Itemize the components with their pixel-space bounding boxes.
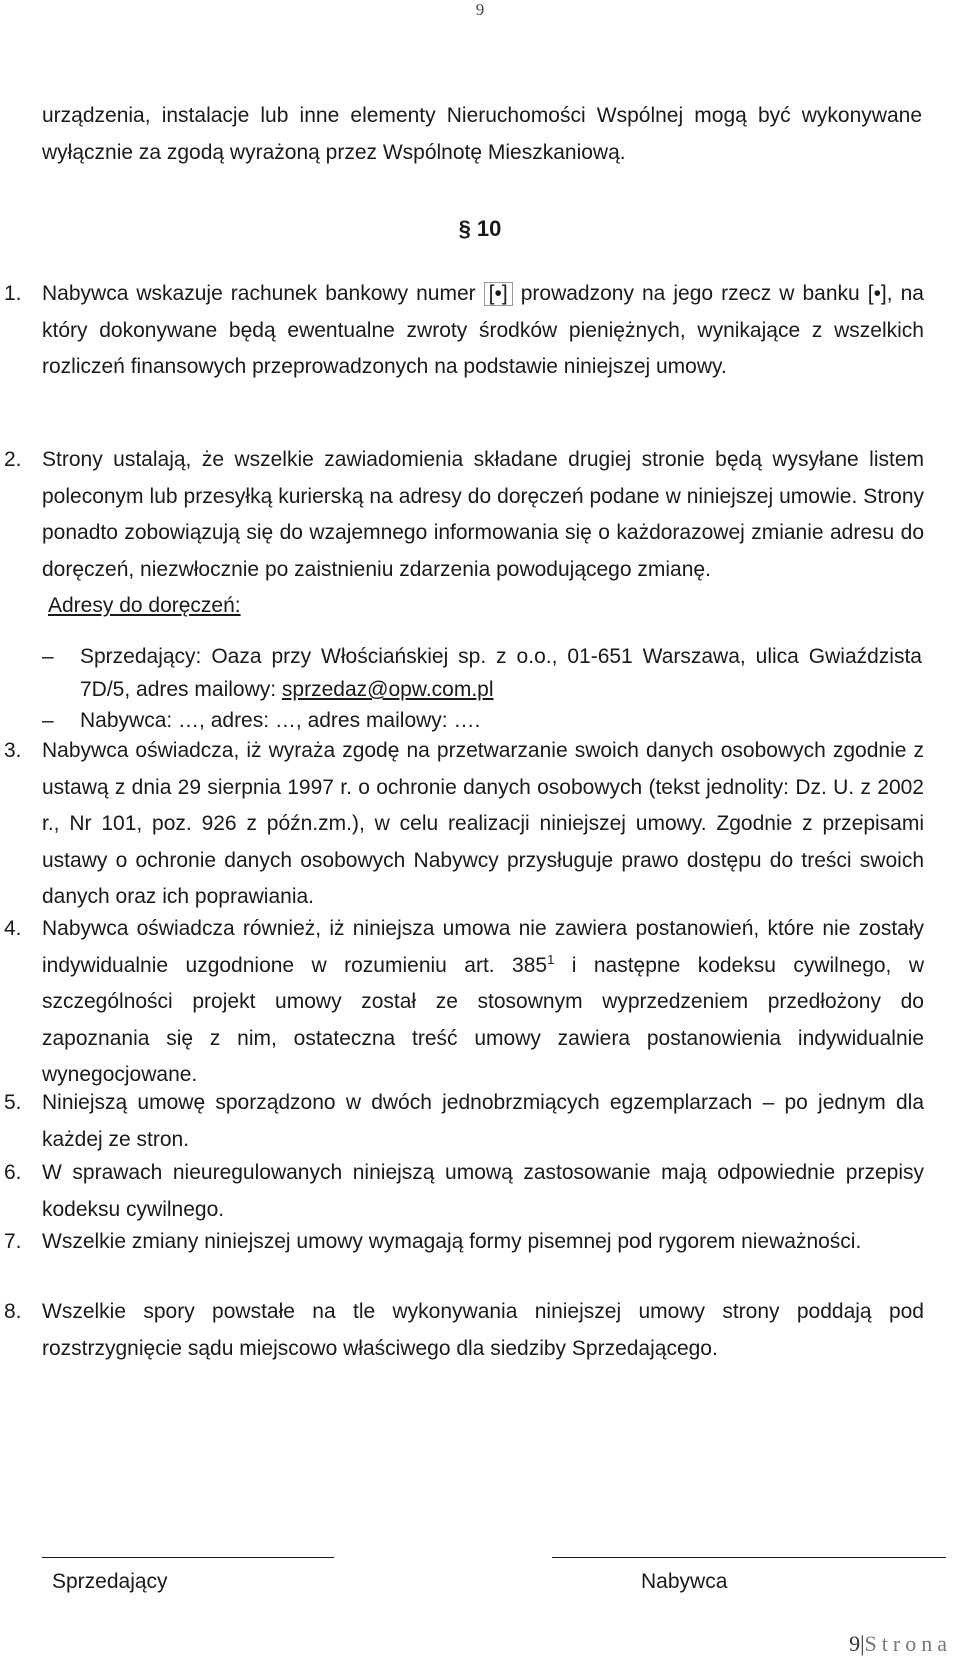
clause-5 (4, 1085, 924, 1158)
footer-page-number: 9 (849, 1631, 861, 1656)
clause-text: Wszelkie zmiany niniejszej umowy wymagają formy pisemnej pod rygorem nieważności. (42, 1230, 862, 1253)
dash-bullet: – (42, 645, 54, 668)
dash-bullet: – (42, 709, 54, 732)
clause-text-part: i następne kodeksu cywilnego, w szczególności projekt umowy został ze stosownym wyprzedzeniem przedłożony do zapoznania się z nim, ostateczna treść umowy zawiera postanowienia indywidualnie wynegocjowane. (42, 953, 924, 1086)
footer-word: Strona (864, 1631, 952, 1656)
clause-text: Nabywca oświadcza, iż wyraża zgodę na przetwarzanie swoich danych osobowych zgodnie z ustawą z dnia 29 sierpnia 1997 r. o ochronie danych osobowych (tekst jednolity: Dz. U. z 2002 r., Nr 101, poz. 926 z późn.zm.), w celu realizacji niniejszej umowy. Zgodnie z przepisami ustawy o ochronie danych osobowych Nabywcy przysługuje prawo dostępu do treści swoich danych oraz ich poprawiania. (42, 739, 924, 908)
address-text-part: Sprzedający: Oaza przy Włościańskiej sp. z o.o., 01-651 Warszawa, ulica Gwiaździsta 7D/5, adres mailowy: (80, 645, 922, 701)
signature-label-nabywca: Nabywca (641, 1570, 728, 1593)
page-footer (849, 1631, 952, 1657)
clause-number: 3. (4, 739, 22, 762)
placeholder-blank: [•] (867, 282, 887, 305)
addresses-heading: Adresy do doręczeń: (48, 594, 241, 617)
section-title: § 10 (458, 216, 502, 241)
address-text (80, 640, 922, 706)
signature-label-sprzedajacy: Sprzedający (52, 1570, 168, 1593)
clause-number: 6. (4, 1161, 22, 1184)
clause-8 (4, 1294, 924, 1367)
clause-4 (4, 911, 924, 1094)
clause-text: Strony ustalają, że wszelkie zawiadomienia składane drugiej stronie będą wysyłane listem poleconym lub przesyłką kurierską na adresy do doręczeń podane w niniejszej umowie. Strony ponadto zobowiązują się do wzajemnego informowania się o każdorazowej zmianie adresu do doręczeń, niezwłocznie po zaistnieniu zdarzenia powodującego zmianę. (42, 448, 924, 581)
clause-text: W sprawach nieuregulowanych niniejszą umową zastosowanie mają odpowiednie przepisy kodeksu cywilnego. (42, 1161, 924, 1221)
page-number-top: 9 (475, 0, 485, 19)
email-link[interactable]: sprzedaz@opw.com.pl (281, 678, 494, 701)
clause-3 (4, 733, 924, 916)
clause-text-part: prowadzony na jego rzecz w banku (512, 282, 868, 305)
signature-line-right (552, 1557, 946, 1558)
clause-1 (4, 276, 924, 386)
clause-number: 8. (4, 1300, 22, 1323)
clause-7 (4, 1224, 924, 1261)
clause-number: 2. (4, 448, 22, 471)
clause-number: 7. (4, 1230, 22, 1253)
clause-6 (4, 1155, 924, 1228)
address-text: Nabywca: …, adres: …, adres mailowy: …. (80, 709, 481, 732)
clause-text-part: , na który dokonywane będą ewentualne zwroty środków pieniężnych, wynikające z wszelkich rozliczeń finansowych przeprowadzonych na podstawie niniejszej umowy. (42, 282, 924, 378)
clause-number: 4. (4, 917, 22, 940)
clause-text-part: Nabywca oświadcza również, iż niniejsza umowa nie zawiera postanowień, które nie zostały indywidualnie uzgodnione w rozumieniu art. 385 (42, 917, 924, 977)
clause-text (42, 276, 924, 386)
clause-2 (4, 442, 924, 625)
address-sprzedajacy (42, 640, 922, 706)
signature-line-left (42, 1557, 334, 1558)
clause-text (42, 911, 924, 1094)
intro-paragraph: urządzenia, instalacje lub inne elementy Nieruchomości Wspólnej mogą być wykonywane wyłącznie za zgodą wyrażoną przez Wspólnotę Mieszkaniową. (42, 104, 922, 164)
superscript: 1 (547, 951, 555, 967)
clause-text-part: Nabywca wskazuje rachunek bankowy numer (42, 282, 484, 305)
clause-text: Wszelkie spory powstałe na tle wykonywania niniejszej umowy strony poddają pod rozstrzygnięcie sądu miejscowo właściwego dla siedziby Sprzedającego. (42, 1300, 924, 1360)
clause-number: 5. (4, 1091, 22, 1114)
footer-separator: | (860, 1631, 865, 1656)
clause-number: 1. (4, 282, 22, 305)
clause-text: Niniejszą umowę sporządzono w dwóch jednobrzmiących egzemplarzach – po jednym dla każdej ze stron. (42, 1091, 924, 1151)
placeholder-blank: [•] (484, 282, 513, 306)
